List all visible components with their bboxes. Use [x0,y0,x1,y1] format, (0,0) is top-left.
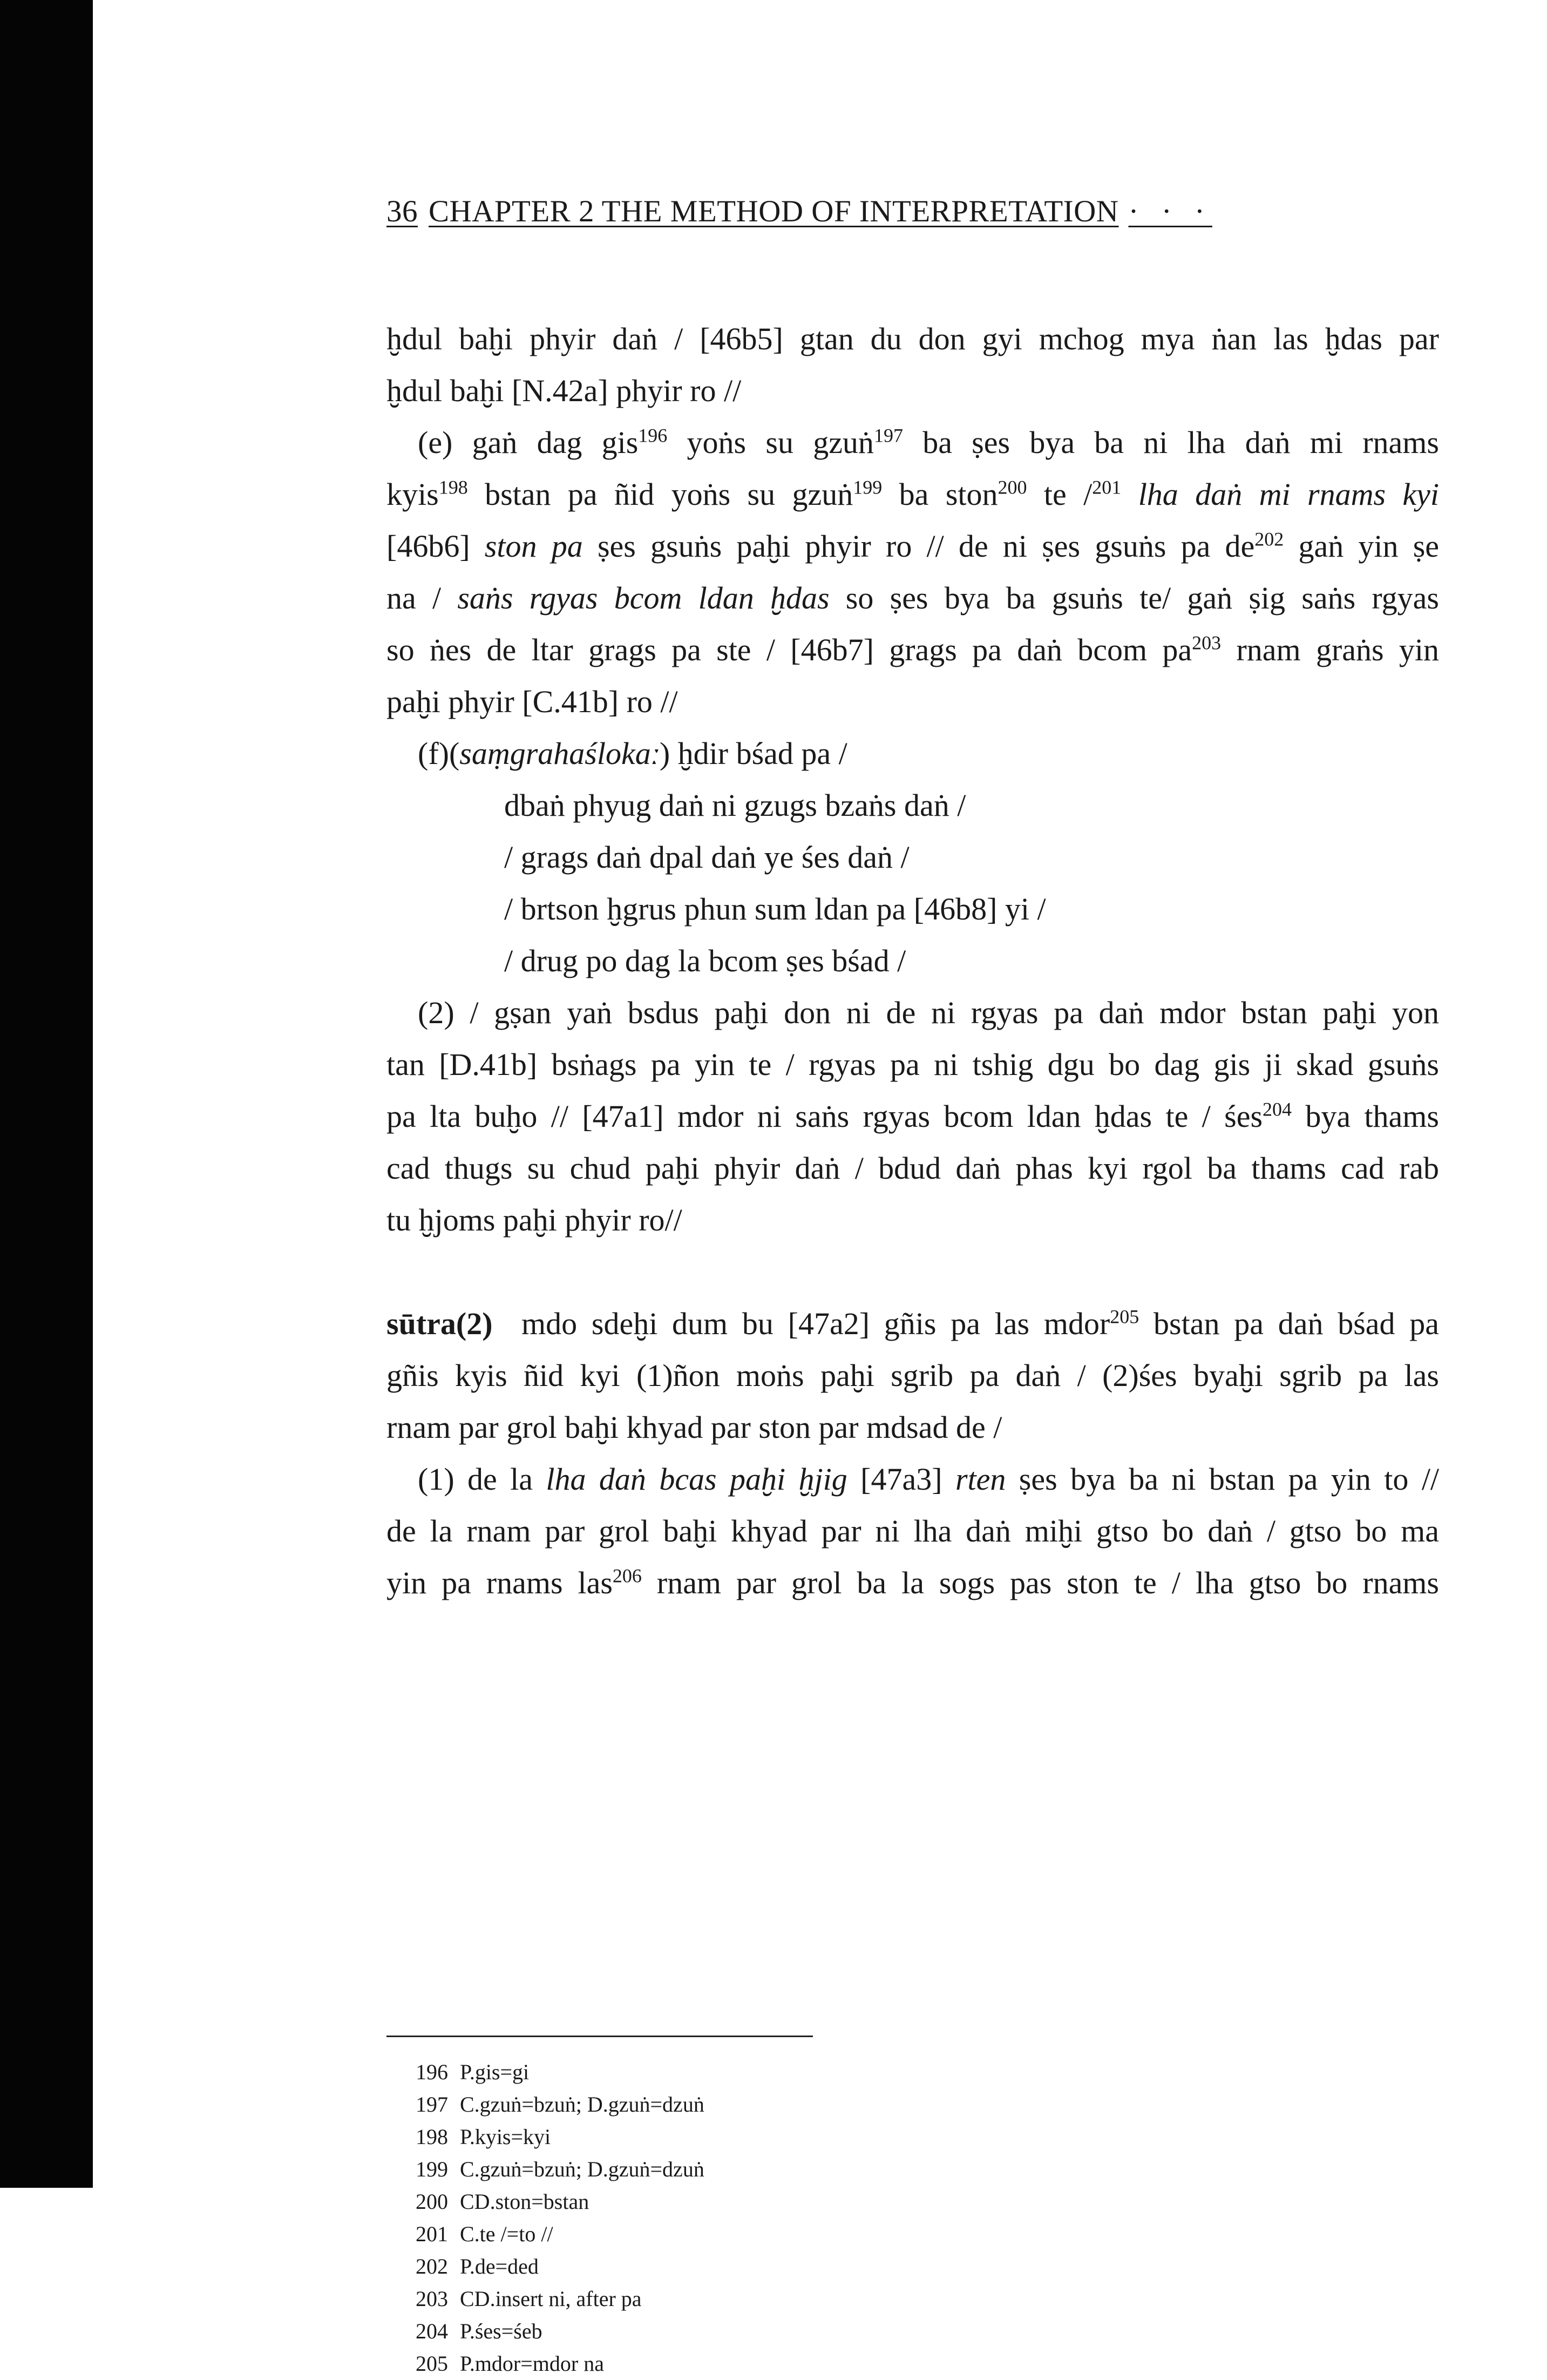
footnote-ref: 203 [1192,632,1222,654]
verse-line: dbaṅ phyug daṅ ni gzugs bzaṅs daṅ / [504,788,966,823]
footnote: 199 C.gzuṅ=bzuṅ; D.gzuṅ=dzuṅ [416,2157,704,2181]
footnote: 198 P.kyis=kyi [416,2125,551,2149]
text-line: pa lta buḫo // [47a1] mdor ni saṅs rgyas bcom ldan ḫdas te / śes$^{204}$ bya thams [386,1098,1439,1134]
footnote-ref: 201 [1092,476,1122,498]
text-line: ḫdul baḫi phyir daṅ / [46b5] gtan du don gyi mchog mya ṅan las ḫdas par [386,321,1439,356]
footnote: 203 CD.insert ni, after pa [416,2287,642,2311]
running-head-dots: · · · [1128,194,1212,228]
text-line: (f)(saṃgrahaślokaː) ḫdir bśad pa / [418,736,847,771]
text-line: rnam par grol baḫi khyad par ston par mdsad de / [386,1410,1002,1445]
page-number: 36 [386,194,418,228]
verse-line: / drug po dag la bcom ṣes bśad / [504,943,906,978]
footnote-divider [386,2036,813,2037]
footnote-ref: 204 [1263,1098,1292,1120]
footnote-ref: 202 [1254,528,1284,550]
footnote-ref: 197 [873,424,903,447]
footnote: 197 C.gzuṅ=bzuṅ; D.gzuṅ=dzuṅ [416,2092,704,2117]
footnote-ref: 198 [438,476,468,498]
footnote-ref: 206 [612,1565,642,1587]
text-line: ḫdul baḫi [N.42a] phyir ro // [386,373,742,408]
footnote-ref: 200 [998,476,1027,498]
chapter-title: CHAPTER 2 THE METHOD OF INTERPRETATION [429,194,1119,228]
body-text [386,313,1439,1609]
footnote: 196 P.gis=gi [416,2060,530,2084]
text-line: (e) gaṅ dag gis$^{196}$ yoṅs su gzuṅ$^{197}$ ba ṣes bya ba ni lha daṅ mi rnams [418,424,1439,460]
text-line: yin pa rnams las$^{206}$ rnam par grol ba la sogs pas ston te / lha gtso bo rnams [386,1565,1439,1600]
text-line: (1) de la lha daṅ bcas paḫi ḫjig [47a3] rten ṣes bya ba ni bstan pa yin to // [418,1462,1440,1497]
text-line: de la rnam par grol baḫi khyad par ni lha daṅ miḫi gtso bo daṅ / gtso bo ma [386,1513,1439,1549]
footnote: 200 CD.ston=bstan [416,2189,589,2214]
footnote: 201 C.te /=to // [416,2222,553,2246]
text-line: cad thugs su chud paḫi phyir daṅ / bdud daṅ phas kyi rgol ba thams cad rab [386,1151,1439,1186]
text-line: kyis$^{198}$ bstan pa ñid yoṅs su gzuṅ$^{199}$ ba ston$^{200}$ te /$^{201}$ lha daṅ mi rnams kyi [386,476,1440,512]
text-line: na / saṅs rgyas bcom ldan ḫdas so ṣes bya ba gsuṅs te/ gaṅ ṣig saṅs rgyas [386,580,1439,616]
text-line: gñis kyis ñid kyi (1)ñon moṅs paḫi sgrib pa daṅ / (2)śes byaḫi sgrib pa las [386,1358,1439,1393]
verse-line: / brtson ḫgrus phun sum ldan pa [46b8] yi / [504,891,1046,927]
footnote-ref: 196 [638,424,668,447]
text-line: [46b6] ston pa ṣes gsuṅs paḫi phyir ro // de ni ṣes gsuṅs pa $de^{202}$ gaṅ yin ṣe [386,528,1440,564]
paragraph-gap [386,1246,1439,1298]
text-line: tan [D.41b] bsṅags pa yin te / rgyas pa ni tshig dgu bo dag gis ji skad gsuṅs [386,1047,1439,1082]
text-line: (2) / gṣan yaṅ bsdus paḫi don ni de ni rgyas pa daṅ mdor bstan paḫi yon [418,995,1439,1030]
footnote: 202 P.de=ded [416,2254,539,2278]
scan-edge-shadow [0,0,93,2188]
running-head [386,190,1212,233]
verse-line: / grags daṅ dpal daṅ ye śes daṅ / [504,840,910,875]
footnotes [416,2056,1063,2380]
text-line: so ṅes de ltar grags pa ste / [46b7] grags pa daṅ bcom $pa^{203}$ rnam graṅs yin [386,632,1439,667]
text-line: sūtra(2) mdo sdeḫi dum bu [47a2] gñis pa las mdor$^{205}$ bstan pa daṅ bśad pa [386,1306,1439,1341]
footnote-ref: 199 [853,476,883,498]
footnote-ref: 205 [1110,1306,1139,1328]
section-label: sūtra(2) [386,1306,493,1341]
footnote: 204 P.śes=śeb [416,2319,542,2343]
text-line: tu ḫjoms paḫi phyir ro// [386,1202,682,1238]
footnote: 205 P.mdor=mdor na [416,2351,604,2376]
text-line: paḫi phyir [C.41b] ro // [386,684,678,719]
